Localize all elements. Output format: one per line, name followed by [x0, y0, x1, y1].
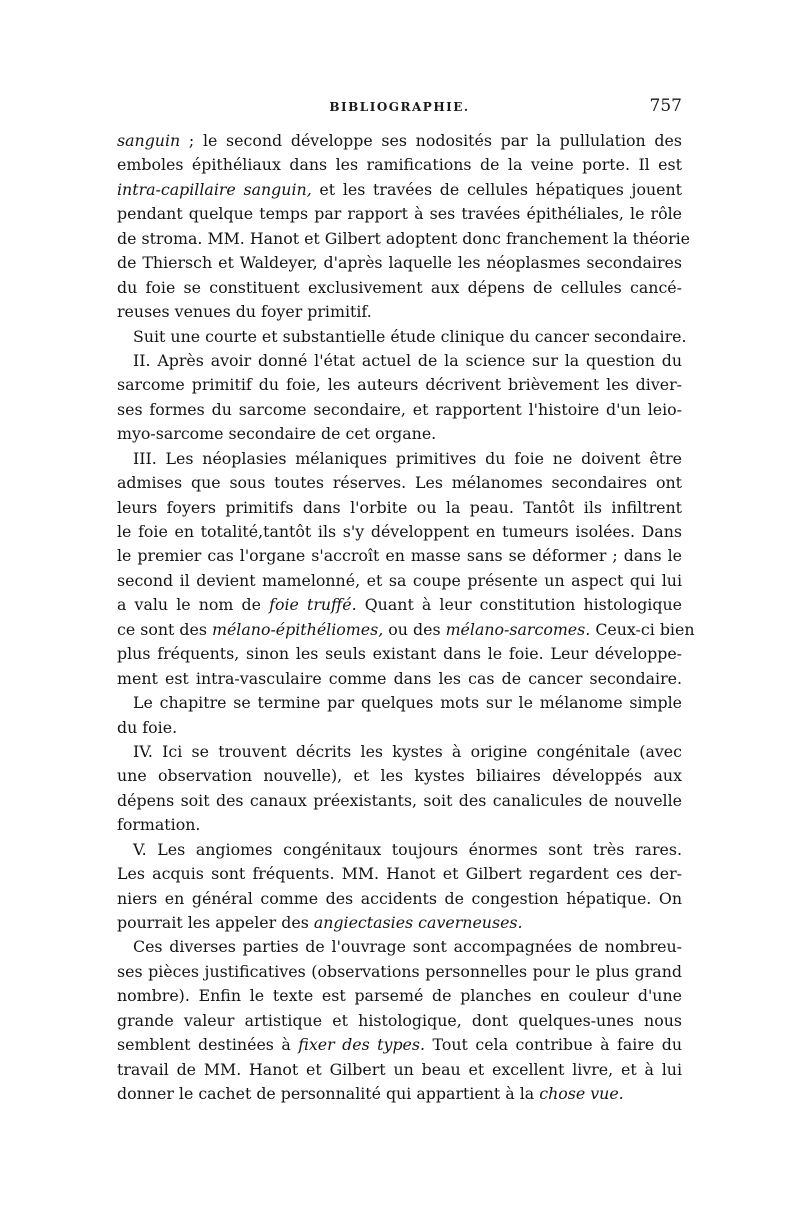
text-line — [117, 862, 682, 886]
text-segment: donner le cachet de personnalité qui appartient à la — [117, 1084, 540, 1104]
text-segment: V. Les angiomes congénitaux toujours énormes sont très rares. — [133, 839, 682, 859]
page-number: 757 — [649, 96, 682, 116]
text-segment: a valu le nom de — [117, 595, 270, 615]
text-line — [117, 1082, 682, 1106]
italic-text: foie truffé. — [269, 595, 357, 615]
text-segment: le premier cas l'organe s'accroît en masse sans se déformer ; dans le — [117, 546, 682, 566]
running-title: BIBLIOGRAPHIE. — [329, 100, 470, 114]
text-line — [117, 153, 682, 177]
text-line — [117, 471, 682, 495]
text-segment: formation. — [117, 815, 201, 835]
text-line — [117, 349, 682, 373]
text-line — [117, 129, 682, 153]
text-segment: leurs foyers primitifs dans l'orbite ou la peau. Tantôt ils infiltrent — [117, 497, 682, 517]
text-line — [117, 984, 682, 1008]
text-line — [117, 496, 682, 520]
text-line — [117, 667, 682, 691]
italic-text: mélano-sarcomes. — [445, 619, 591, 639]
text-segment: reuses venues du foyer primitif. — [117, 302, 372, 322]
text-line — [117, 935, 682, 959]
text-segment: du foie se constituent exclusivement aux dépens de cellules cancé- — [117, 277, 682, 297]
text-line — [117, 276, 682, 300]
text-segment: ses formes du sarcome secondaire, et rapportent l'histoire d'un leio- — [117, 399, 682, 419]
text-line — [117, 642, 682, 666]
text-segment: nombre). Enfin le texte est parsemé de planches en couleur d'une — [117, 986, 682, 1006]
text-segment: III. Les néoplasies mélaniques primitives du foie ne doivent être — [133, 448, 682, 468]
text-segment: du foie. — [117, 717, 178, 737]
text-line — [117, 764, 682, 788]
text-line — [117, 716, 682, 740]
text-segment: Ces diverses parties de l'ouvrage sont accompagnées de nombreu- — [133, 937, 682, 957]
text-line — [117, 398, 682, 422]
text-segment: IV. Ici se trouvent décrits les kystes à origine congénitale (avec — [133, 741, 682, 761]
text-line — [117, 740, 682, 764]
text-segment: ou des — [383, 619, 446, 639]
text-segment: second il devient mamelonné, et sa coupe présente un aspect qui lui — [117, 570, 682, 590]
text-line — [117, 1009, 682, 1033]
text-segment: Les acquis sont fréquents. MM. Hanot et Gilbert regardent ces der- — [117, 864, 682, 884]
text-segment: plus fréquents, sinon les seuls existant dans le foie. Leur développe- — [117, 644, 682, 664]
text-line — [117, 373, 682, 397]
text-segment: ment est intra-vasculaire comme dans les cas de cancer secondaire. — [117, 668, 682, 688]
text-segment: myo-sarcome secondaire de cet organe. — [117, 424, 437, 444]
text-segment: admises que sous toutes réserves. Les mélanomes secondaires ont — [117, 473, 682, 493]
text-segment: II. Après avoir donné l'état actuel de la science sur la question du — [133, 350, 682, 370]
text-line — [117, 838, 682, 862]
italic-text: fixer des types. — [298, 1035, 426, 1055]
text-segment: et les travées de cellules hépatiques jouent — [311, 179, 682, 199]
text-line — [117, 887, 682, 911]
text-segment: Suit une courte et substantielle étude clinique du cancer secondaire. — [133, 326, 687, 346]
text-line — [117, 178, 682, 202]
text-segment: ; le second développe ses nodosités par la pullulation des — [180, 131, 682, 150]
text-line — [117, 569, 682, 593]
body-text — [117, 129, 695, 1119]
text-line — [117, 618, 695, 642]
text-segment: le foie en totalité,tantôt ils s'y développent en tumeurs isolées. Dans — [117, 522, 682, 541]
text-line — [117, 1033, 682, 1057]
text-segment: grande valeur artistique et histologique, dont quelques-unes nous — [117, 1010, 682, 1030]
text-segment: emboles épithéliaux dans les ramifications de la veine porte. Il est — [117, 155, 682, 175]
text-segment: dépens soit des canaux préexistants, soit des canalicules de nouvelle — [117, 790, 682, 810]
text-segment: de Thiersch et Waldeyer, d'après laquelle les néoplasmes secondaires — [117, 253, 682, 273]
text-segment: Tout cela contribue à faire du — [425, 1035, 682, 1055]
text-segment: Le chapitre se termine par quelques mots sur le mélanome simple — [133, 693, 682, 713]
text-segment: de stroma. MM. Hanot et Gilbert adoptent donc franchement la théorie — [117, 228, 691, 248]
text-segment: niers en général comme des accidents de congestion hépatique. On — [117, 888, 682, 908]
text-line — [117, 447, 682, 471]
text-segment: ce sont des — [117, 619, 212, 639]
text-line — [117, 911, 682, 935]
text-line — [117, 202, 682, 226]
text-line — [117, 593, 682, 617]
text-line — [117, 422, 682, 446]
text-line — [117, 325, 687, 349]
text-line — [117, 960, 682, 984]
italic-text: mélano-épithéliomes, — [211, 619, 384, 639]
text-line — [117, 1058, 682, 1082]
text-line — [117, 520, 682, 544]
text-line — [117, 251, 682, 275]
text-segment: Quant à leur constitution histologique — [356, 595, 682, 615]
text-segment: Ceux-ci bien — [590, 619, 695, 639]
italic-text: angiectasies caverneuses. — [313, 913, 523, 932]
text-line — [117, 544, 682, 568]
text-segment: pendant quelque temps par rapport à ses travées épithéliales, le rôle — [117, 204, 682, 224]
text-line — [117, 789, 682, 813]
text-segment: une observation nouvelle), et les kystes biliaires développés aux — [117, 766, 682, 786]
text-line — [117, 300, 682, 324]
running-head — [117, 96, 682, 120]
text-segment: travail de MM. Hanot et Gilbert un beau et excellent livre, et à lui — [117, 1059, 682, 1079]
italic-text: chose vue. — [539, 1084, 624, 1104]
text-segment: semblent destinées à — [117, 1035, 299, 1055]
italic-text: intra-capillaire sanguin, — [117, 179, 312, 199]
text-segment: sarcome primitif du foie, les auteurs décrivent brièvement les diver- — [117, 375, 682, 395]
italic-text: sanguin — [117, 131, 181, 150]
text-segment: ses pièces justificatives (observations personnelles pour le plus grand — [117, 961, 682, 981]
text-line — [117, 691, 682, 715]
text-line — [117, 227, 691, 251]
text-segment: pourrait les appeler des — [117, 913, 314, 932]
text-line — [117, 813, 682, 837]
